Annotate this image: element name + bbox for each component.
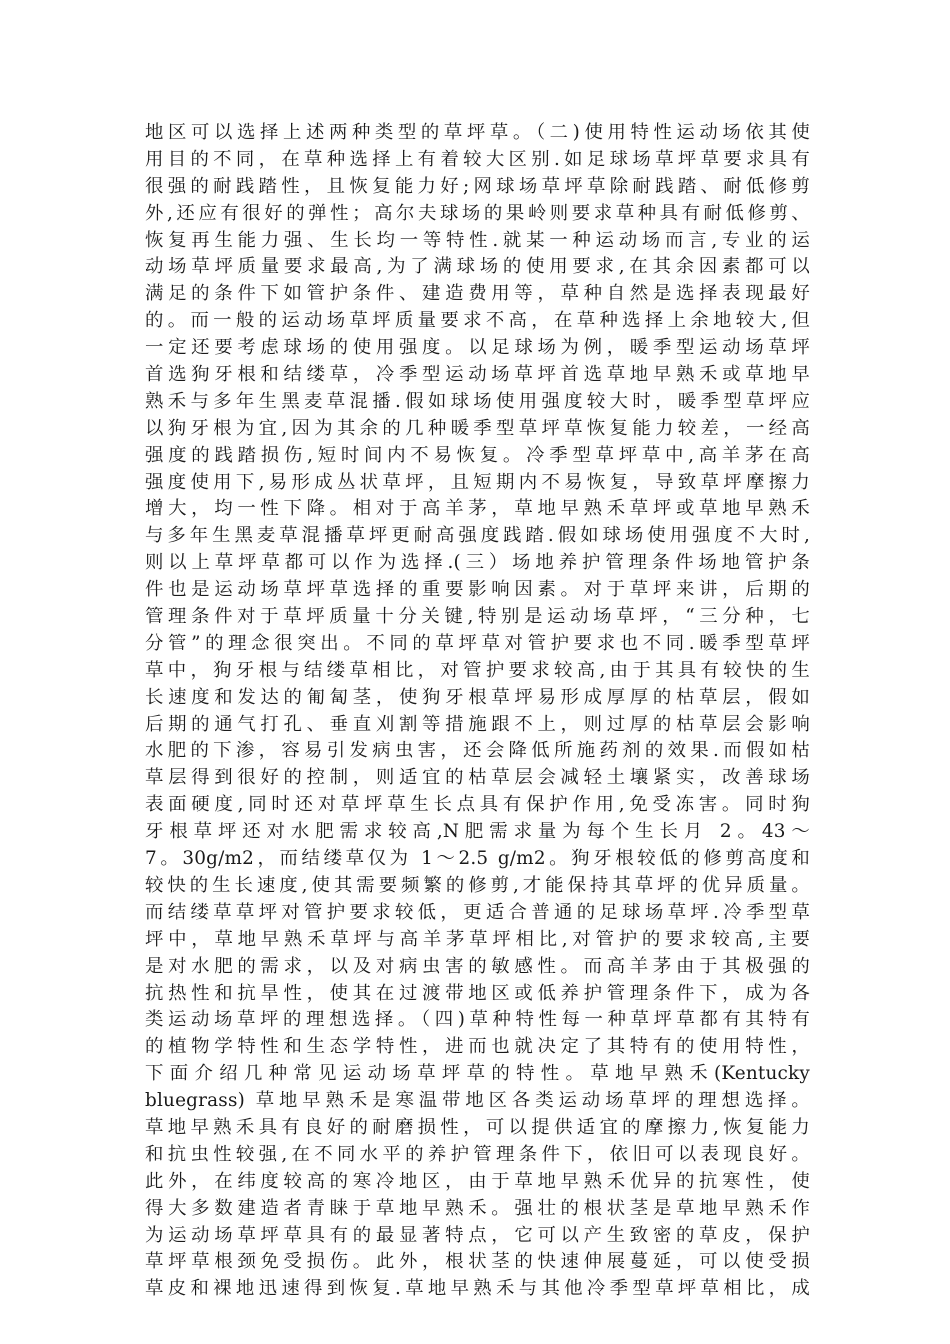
text-line: 一定还要考虑球场的使用强度。以足球场为例，暖季型运动场草坪 [145,337,810,359]
text-line: 以狗牙根为宜,因为其余的几种暖季型草坪草恢复能力较差，一经高 [145,417,810,439]
text-line: 动场草坪质量要求最高,为了满球场的使用要求,在其余因素都可以 [145,256,810,278]
text-line: 草层得到很好的控制，则适宜的枯草层会减轻土壤紧实，改善球场 [145,767,810,789]
text-line: bluegrass) 草地早熟禾是寒温带地区各类运动场草坪的理想选择。 [145,1090,810,1112]
text-line: 表面硬度,同时还对草坪草生长点具有保护作用,免受冻害。同时狗 [145,794,810,816]
text-line: 此外，在纬度较高的寒冷地区，由于草地早熟禾优异的抗寒性，使 [145,1170,810,1192]
text-line: 熟禾与多年生黑麦草混播.假如球场使用强度较大时，暖季型草坪应 [145,390,810,412]
text-line: 很强的耐践踏性，且恢复能力好;网球场草坪草除耐践踏、耐低修剪 [145,175,810,197]
text-line: 首选狗牙根和结缕草，冷季型运动场草坪首选草地早熟禾或草地早 [145,364,810,386]
text-line: 水肥的下渗，容易引发病虫害，还会降低所施药剂的效果.而假如枯 [145,740,810,762]
text-line: 草坪草根颈免受损伤。此外，根状茎的快速伸展蔓延，可以使受损 [145,1251,810,1273]
text-line: 和抗虫性较强,在不同水平的养护管理条件下，依旧可以表现良好。 [145,1143,810,1165]
text-line: 则以上草坪草都可以作为选择.(三）场地养护管理条件场地管护条 [145,552,810,574]
text-line: 长速度和发达的匍匐茎，使狗牙根草坪易形成厚厚的枯草层，假如 [145,686,810,708]
text-line: 得大多数建造者青睐于草地早熟禾。强壮的根状茎是草地早熟禾作 [145,1197,810,1219]
text-line: 坪中，草地早熟禾草坪与高羊茅草坪相比,对管护的要求较高,主要 [145,928,810,950]
text-line: 草地早熟禾具有良好的耐磨损性，可以提供适宜的摩擦力,恢复能力 [145,1116,810,1138]
text-line: 强度使用下,易形成丛状草坪，且短期内不易恢复，导致草坪摩擦力 [145,471,810,493]
text-line: 抗热性和抗旱性，使其在过渡带地区或低养护管理条件下，成为各 [145,982,810,1004]
text-line: 管理条件对于草坪质量十分关键,特别是运动场草坪，“三分种，七 [145,606,810,628]
text-line: 牙根草坪还对水肥需求较高,N肥需求量为每个生长月 2。43～ [145,821,810,843]
text-line: 恢复再生能力强、生长均一等特性.就某一种运动场而言,专业的运 [145,229,810,251]
text-line: 为运动场草坪草具有的最显著特点，它可以产生致密的草皮，保护 [145,1224,810,1246]
text-line: 下面介绍几种常见运动场草坪草的特性。草地早熟禾(Kentucky [145,1063,810,1085]
text-line: 类运动场草坪的理想选择。（四)草种特性每一种草坪草都有其特有 [145,1009,810,1031]
text-line: 而结缕草草坪对管护要求较低，更适合普通的足球场草坪.冷季型草 [145,901,810,923]
text-line: 草中，狗牙根与结缕草相比，对管护要求较高,由于其具有较快的生 [145,659,810,681]
text-line: 较快的生长速度,使其需要频繁的修剪,才能保持其草坪的优异质量。 [145,874,810,896]
text-line: 的。而一般的运动场草坪质量要求不高，在草种选择上余地较大,但 [145,310,810,332]
text-line: 7。30g/m2，而结缕草仅为 1～2.5 g/m2。狗牙根较低的修剪高度和 [145,848,810,870]
text-line: 地区可以选择上述两种类型的草坪草。（二)使用特性运动场依其使 [145,122,810,143]
text-line: 件也是运动场草坪草选择的重要影响因素。对于草坪来讲，后期的 [145,579,810,601]
text-line: 草皮和裸地迅速得到恢复.草地早熟禾与其他冷季型草坪草相比，成 [145,1278,810,1300]
text-line: 后期的通气打孔、垂直刈割等措施跟不上，则过厚的枯草层会影响 [145,713,810,735]
text-line: 强度的践踏损伤,短时间内不易恢复。冷季型草坪草中,高羊茅在高 [145,444,810,466]
text-line: 增大，均一性下降。相对于高羊茅，草地早熟禾草坪或草地早熟禾 [145,498,810,520]
text-line: 与多年生黑麦草混播草坪更耐高强度践踏.假如球场使用强度不大时, [145,525,810,547]
text-line: 分管”的理念很突出。不同的草坪草对管护要求也不同.暖季型草坪 [145,632,810,654]
text-line: 是对水肥的需求，以及对病虫害的敏感性。而高羊茅由于其极强的 [145,955,810,977]
text-line: 的植物学特性和生态学特性，进而也就决定了其特有的使用特性， [145,1036,810,1058]
body-text [145,120,810,1303]
text-line: 用目的不同，在草种选择上有着较大区别.如足球场草坪草要求具有 [145,148,810,170]
text-line: 满足的条件下如管护条件、建造费用等，草种自然是选择表现最好 [145,283,810,305]
text-line: 外,还应有很好的弹性；高尔夫球场的果岭则要求草种具有耐低修剪、 [145,202,810,224]
